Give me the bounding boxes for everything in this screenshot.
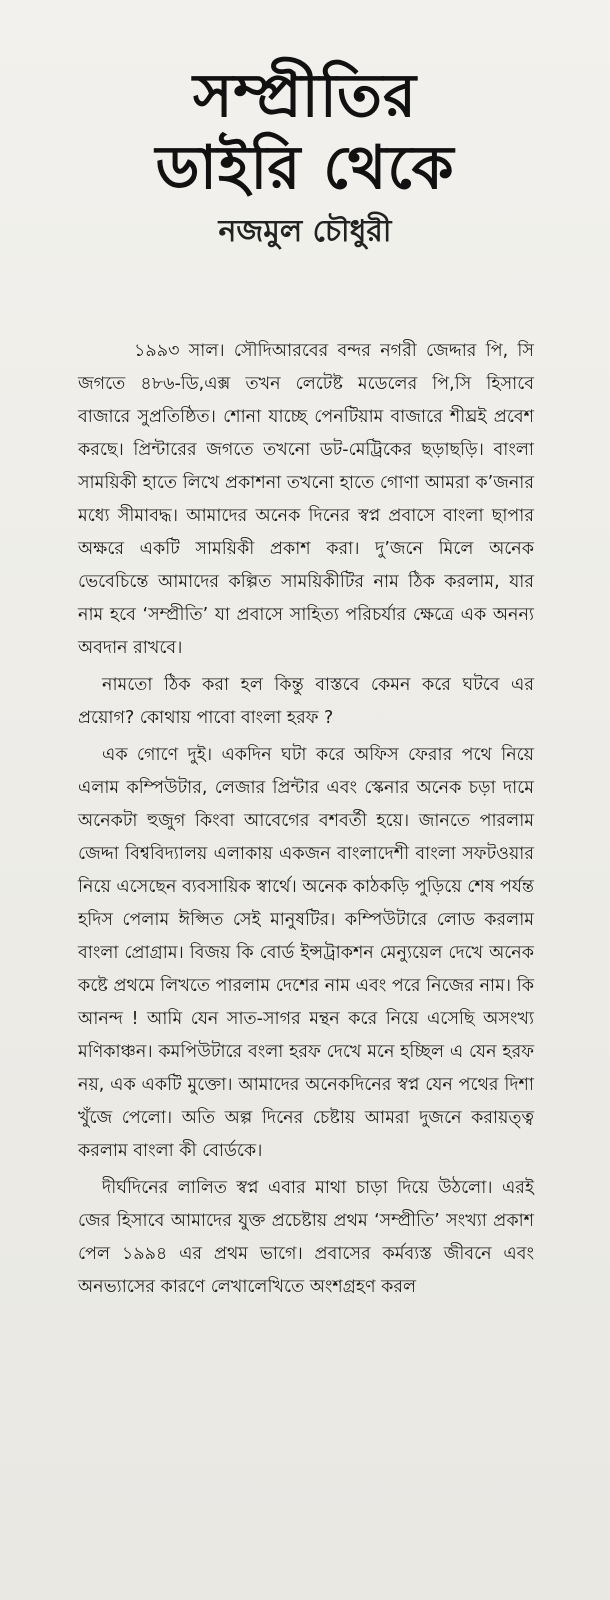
page-title-line-1: সম্প্রীতির (193, 61, 417, 131)
paragraph-1: ১৯৯৩ সাল। সৌদিআরবের বন্দর নগরী জেদ্দার পি, সি জগতে ৪৮৬-ডি,এক্স তখন লেটেষ্ট মডেলের পি,সি হিসাবে বাজারে সুপ্রতিষ্ঠিত। শোনা যাচ্ছে পেনটিয়াম বাজারে শীঘ্রই প্রবেশ করছে। প্রিন্টারের জগতে তখনো ডট-মেট্রিকের ছড়াছড়ি। বাংলা সাময়িকী হাতে লিখে প্রকাশনা তখনো হাতে গোণা আমরা ক’জনার মধ্যে সীমাবদ্ধ। আমাদের অনেক দিনের স্বপ্ন প্রবাসে বাংলা ছাপার অক্ষরে একটি সাময়িকী প্রকাশ করা। দু’জনে মিলে অনেক ভেবেচিন্তে আমাদের কল্পিত সাময়িকীটির নাম ঠিক করলাম, যার নাম হবে ‘সম্প্রীতি’ যা প্রবাসে সাহিত্য পরিচর্যার ক্ষেত্রে এক অনন্য অবদান রাখবে। (78, 341, 534, 658)
article-body (78, 335, 534, 1308)
author-name: নজমুল চৌধুরী (218, 214, 392, 249)
paragraph-3: এক গোণে দুই। একদিন ঘটা করে অফিস ফেরার পথে নিয়ে এলাম কম্পিউটার, লেজার প্রিন্টার এবং স্কেনার অনেক চড়া দামে অনেকটা হুজুগ কিংবা আবেগের বশবর্তী হয়ে। জানতে পারলাম জেদ্দা বিশ্ববিদ্যালয় এলাকায় একজন বাংলাদেশী বাংলা সফটওয়ার নিয়ে এসেছেন ব্যবসায়িক স্বার্থে। অনেক কাঠকড়ি পুড়িয়ে শেষ পর্যন্ত হদিস পেলাম ঈপ্সিত সেই মানুষটির। কম্পিউটারে লোড করলাম বাংলা প্রোগ্রাম। বিজয় কি বোর্ড ইন্সট্রাকশন মেন্যুয়েল দেখে অনেক কষ্টে প্রথমে লিখতে পারলাম দেশের নাম এবং পরে নিজের নাম। কি আনন্দ ! আমি যেন সাত-সাগর মন্থন করে নিয়ে এসেছি অসংখ্য মণিকাঞ্চন। কমপিউটারে বংলা হরফ দেখে মনে হচ্ছিল এ যেন হরফ নয়, এক একটি মুক্তো। আমাদের অনেকদিনের স্বপ্ন যেন পথের দিশা খুঁজে পেলো। অতি অল্প দিনের চেষ্টায় আমরা দুজনে করায়ত্ত্ব করলাম বাংলা কী বোর্ডকে। (78, 745, 535, 1161)
page-title-line-2: ডাইরি থেকে (155, 133, 455, 203)
paragraph-2: নামতো ঠিক করা হল কিন্তু বাস্তবে কেমন করে ঘটবে এর প্রয়োগ? কোথায় পাবো বাংলা হরফ ? (78, 675, 534, 728)
paragraph-4: দীর্ঘদিনের লালিত স্বপ্ন এবার মাথা চাড়া দিয়ে উঠলো। এরই জের হিসাবে আমাদের যুক্ত প্রচেষ্টায় প্রথম ‘সম্প্রীতি’ সংখ্যা প্রকাশ পেল ১৯৯৪ এর প্রথম ভাগে। প্রবাসের কর্মব্যস্ত জীবনে এবং অনভ্যাসের কারণে লেখালেখিতে অংশগ্রহণ করল (78, 1178, 534, 1297)
title-block (0, 60, 610, 252)
